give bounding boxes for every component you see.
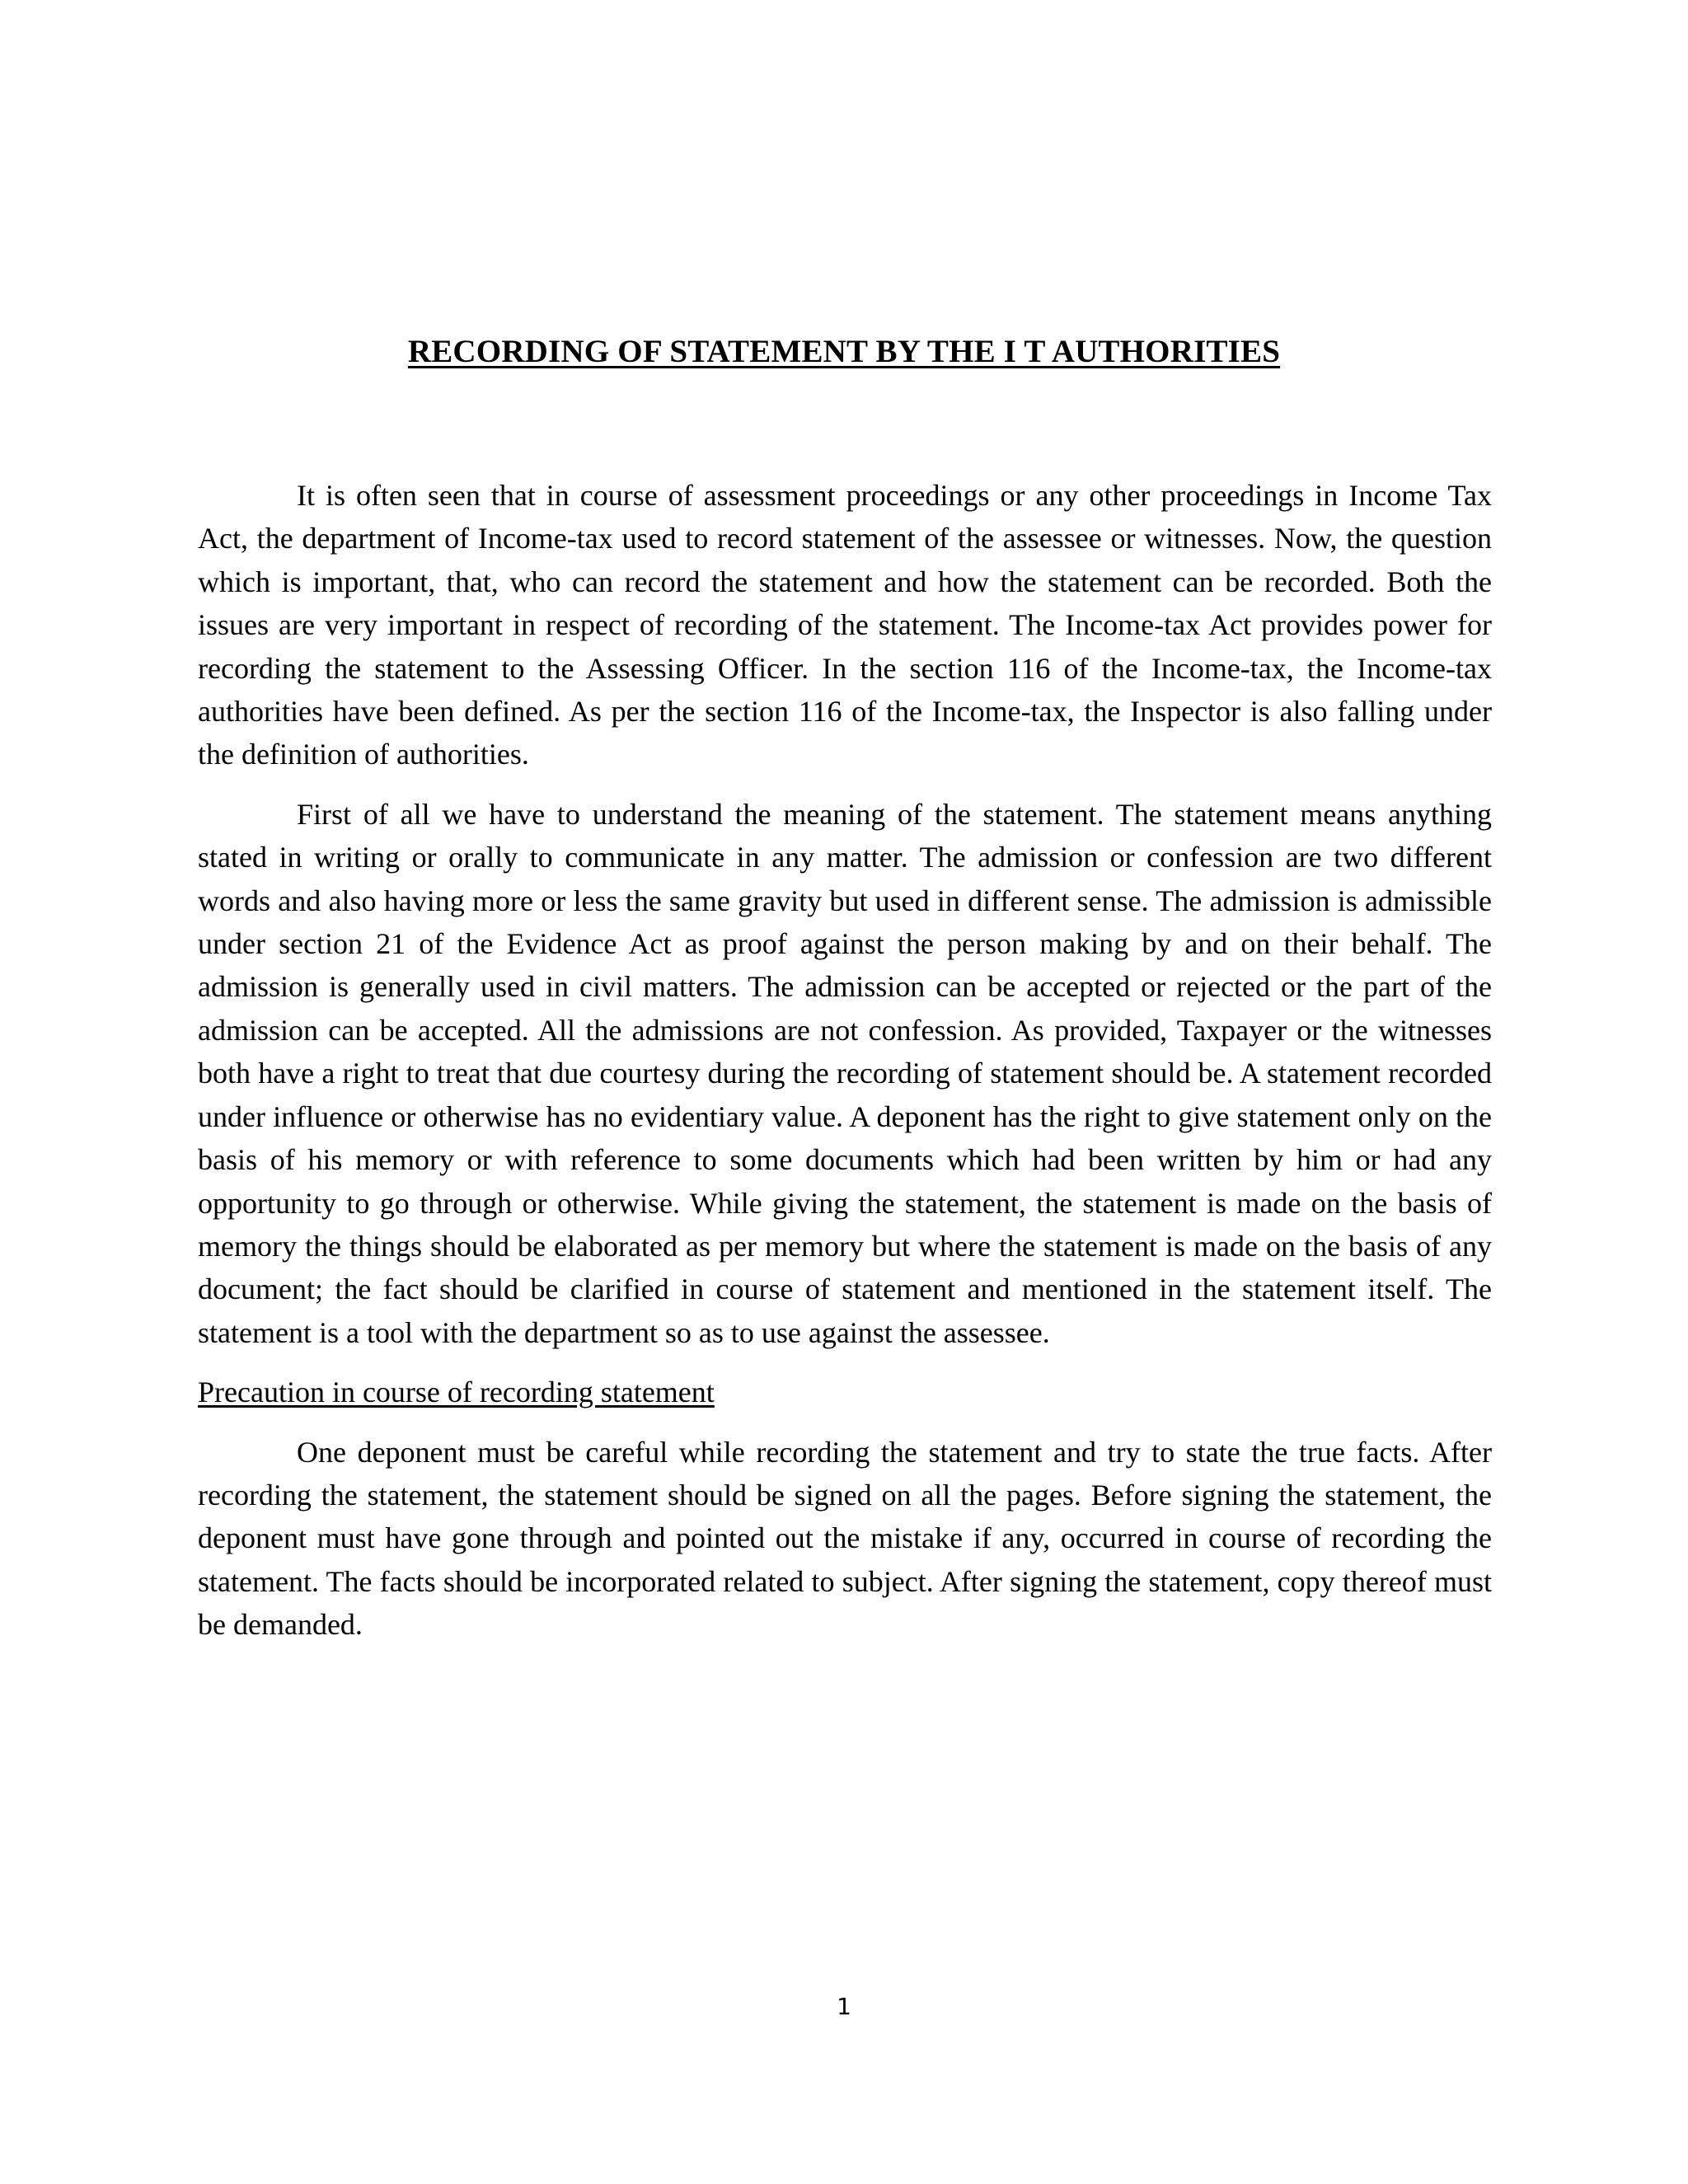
paragraph-meaning-of-statement: First of all we have to understand the meaning of the statement. The statement means anything stated in writing or orally to communicate in any matter. The admission or confession are two different words and also having more or less the same gravity but used in different sense. The admission is admissible under section 21 of the Evidence Act as proof against the person making by and on their behalf. The admission is generally used in civil matters. The admission can be accepted or rejected or the part of the admission can be accepted. All the admissions are not confession. As provided, Taxpayer or the witnesses both have a right to treat that due courtesy during the recording of statement should be. A statement recorded under influence or otherwise has no evidentiary value. A deponent has the right to give statement only on the basis of his memory or with reference to some documents which had been written by him or had any opportunity to go through or otherwise. While giving the statement, the statement is made on the basis of memory the things should be elaborated as per memory but where the statement is made on the basis of any document; the fact should be clarified in course of statement and mentioned in the statement itself. The statement is a tool with the department so as to use against the assessee. xyxy=(198,797,1492,1349)
page-number: 1 xyxy=(837,1993,851,2020)
paragraph-introduction: It is often seen that in course of assessment proceedings or any other proceedings in Income Tax Act, the department of Income-tax used to record statement of the assessee or witnesses. Now, the question which is important, that, who can record the statement and how the statement can be recorded. Both the issues are very important in respect of recording of the statement. The Income-tax Act provides power for recording the statement to the Assessing Officer. In the section 116 of the Income-tax, the Income-tax authorities have been defined. As per the section 116 of the Income-tax, the Inspector is also falling under the definition of authorities. xyxy=(198,479,1492,771)
paragraph-precaution: One deponent must be careful while recording the statement and try to state the true facts. After recording the statement, the statement should be signed on all the pages. Before signing the statement, the deponent must have gone through and pointed out the mistake if any, occurred in course of recording the statement. The facts should be incorporated related to subject. After signing the statement, copy thereof must be demanded. xyxy=(198,1435,1492,1642)
section-heading-precaution: Precaution in course of recording statement xyxy=(198,1376,715,1409)
document-title: RECORDING OF STATEMENT BY THE I T AUTHORITIES xyxy=(407,334,1281,369)
document-body xyxy=(198,474,1492,1663)
